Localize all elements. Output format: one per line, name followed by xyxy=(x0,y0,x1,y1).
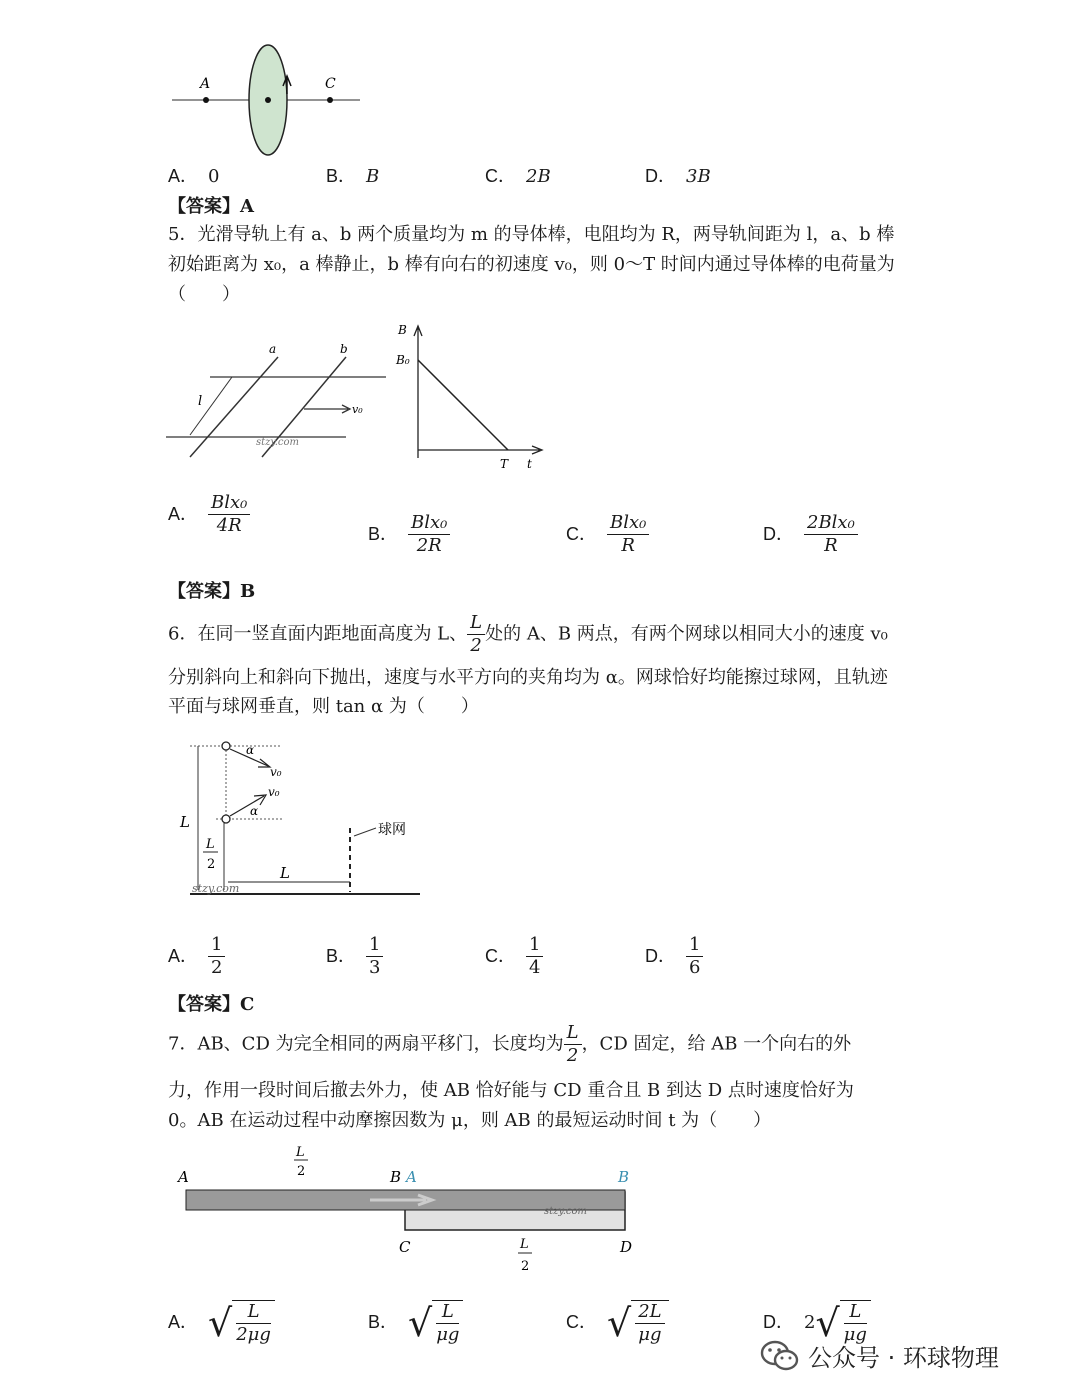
q7-line-1: 7．AB、CD 为完全相同的两扇平移门，长度均为 $\frac{L}{2}$ ，CD 固定，给 AB 一个向右的外 xyxy=(168,1022,852,1066)
q6-v0-top: v₀ xyxy=(270,765,282,779)
q5-line-2: 初始距离为 x₀，a 棒静止，b 棒有向右的初速度 v₀，则 0～T 时间内通过导体棒的电荷量为 xyxy=(168,254,895,275)
q7-option-c[interactable]: C． √ $\frac{2L}{\mu g}$ xyxy=(566,1300,669,1346)
q6-ball-b xyxy=(222,815,230,823)
q6-label-l: L xyxy=(180,813,190,831)
q7-label-b: B xyxy=(390,1168,402,1186)
q7-line-2: 力，作用一段时间后撤去外力，使 AB 恰好能与 CD 重合且 B 到达 D 点时速度恰好为 xyxy=(168,1080,854,1101)
q7-option-b[interactable]: B． √ $\frac{L}{\mu g}$ xyxy=(368,1300,463,1346)
q6-line-2: 分别斜向上和斜向下抛出，速度与水平方向的夹角均为 α。网球恰好均能擦过球网，且轨迹 xyxy=(168,667,888,688)
q6-option-b[interactable]: B． $\frac{1}{3}$ xyxy=(326,934,383,979)
q4-point-c xyxy=(327,97,333,103)
q6-half-den: 2 xyxy=(207,857,216,872)
q5-b0-label: B₀ xyxy=(396,353,410,367)
q7-option-d[interactable]: D． 2 √ $\frac{L}{\mu g}$ xyxy=(763,1300,871,1346)
q4-diagram xyxy=(160,40,380,165)
q4-point-center xyxy=(265,97,271,103)
q7-option-a[interactable]: A． √ $\frac{L}{2\mu g}$ xyxy=(168,1300,275,1346)
q4-option-a[interactable]: A． 0 xyxy=(168,166,220,187)
watermark-text: 公众号 · 环球物理 xyxy=(808,1344,999,1372)
q6-ball-a xyxy=(222,742,230,750)
q6-alpha-top: α xyxy=(246,743,255,757)
q6-half-fraction: $\frac{L}{2}$ xyxy=(467,612,485,657)
q5-watermark: stzy.com xyxy=(256,437,300,448)
q6-line-3: 平面与球网垂直，则 tan α 为（ ） xyxy=(168,696,479,717)
q5-label-a: a xyxy=(269,342,277,356)
q7-label-d: D xyxy=(620,1238,633,1256)
q5-axis-t xyxy=(418,446,542,454)
q5-option-b[interactable]: B． $\frac{\text{Blx₀}}{2R}$ xyxy=(368,512,450,557)
q4-option-d[interactable]: D． 3B xyxy=(645,166,711,187)
q7-door-diagram xyxy=(170,1140,650,1280)
q5-label-b: b xyxy=(340,342,348,356)
q6-v0-bottom: v₀ xyxy=(268,785,280,799)
q7-label-a: A xyxy=(178,1168,189,1186)
q7-label-c: C xyxy=(399,1238,411,1256)
q7-line-3: 0。AB 在运动过程中动摩擦因数为 μ，则 AB 的最短运动时间 t 为（ ） xyxy=(168,1110,772,1131)
q4-point-a xyxy=(203,97,209,103)
q6-diagram xyxy=(170,732,430,912)
q5-l-marker xyxy=(190,377,232,435)
q6-v0-up-arrow xyxy=(230,795,266,816)
q5-option-a[interactable]: A． $\frac{\text{Blx₀}}{4R}$ xyxy=(168,492,250,537)
q7-watermark: stzy.com xyxy=(544,1206,588,1217)
q5-b-t-graph xyxy=(390,318,550,478)
q6-half-num: L xyxy=(206,837,215,852)
wechat-icon xyxy=(760,1339,800,1373)
q5-axis-b xyxy=(414,326,422,458)
q6-l-bottom: L xyxy=(280,864,290,882)
q6-option-a[interactable]: A． $\frac{1}{2}$ xyxy=(168,934,225,979)
q7-label-b-ghost: B xyxy=(618,1168,630,1186)
q5-axis-t-label: t xyxy=(527,457,532,471)
q6-alpha-bottom: α xyxy=(250,804,259,818)
q6-net-leader xyxy=(354,828,376,836)
q7-half-bottom-num: L xyxy=(520,1237,529,1252)
q5-option-d[interactable]: D． $\frac{\text{2Blx₀}}{R}$ xyxy=(763,512,858,557)
q7-half-top-num: L xyxy=(296,1145,305,1160)
q7-label-a-ghost: A xyxy=(406,1168,417,1186)
q5-option-c[interactable]: C． $\frac{\text{Blx₀}}{R}$ xyxy=(566,512,649,557)
q5-line-3: （ ） xyxy=(168,284,240,305)
q5-v0-arrow xyxy=(304,405,350,413)
q6-answer: 【答案】C xyxy=(168,994,255,1015)
q5-label-v0: v₀ xyxy=(352,403,363,416)
q5-label-l: l xyxy=(198,394,203,409)
q6-watermark: stzy.com xyxy=(192,882,240,895)
q7-half-bottom-den: 2 xyxy=(521,1259,530,1274)
q4-answer: 【答案】A xyxy=(168,196,254,217)
q5-rails-diagram xyxy=(160,335,395,465)
q7-half-top-den: 2 xyxy=(297,1164,306,1179)
wechat-watermark xyxy=(760,1338,999,1373)
q5-axis-b-label: B xyxy=(398,323,407,337)
q4-option-b[interactable]: B． B xyxy=(326,166,380,187)
q5-b-line xyxy=(418,360,508,450)
q5-answer: 【答案】B xyxy=(168,581,256,602)
q6-option-c[interactable]: C． $\frac{1}{4}$ xyxy=(485,934,543,979)
q4-label-a: A xyxy=(200,76,211,92)
q4-option-c[interactable]: C． 2B xyxy=(485,166,551,187)
q7-half-fraction: $\frac{L}{2}$ xyxy=(564,1022,582,1067)
q5-line-1: 5．光滑导轨上有 a、b 两个质量均为 m 的导体棒，电阻均为 R，两导轨间距为 l，a、b 棒 xyxy=(168,224,895,245)
q6-line-1: 6．在同一竖直面内距地面高度为 L、 $\frac{L}{2}$ 处的 A、B 两点，有两个网球以相同大小的速度 v₀ xyxy=(168,612,888,656)
q6-option-d[interactable]: D． $\frac{1}{6}$ xyxy=(645,934,703,979)
q4-label-c: C xyxy=(325,76,336,92)
q5-t-label: T xyxy=(500,457,509,471)
q6-net-label: 球网 xyxy=(378,822,406,838)
